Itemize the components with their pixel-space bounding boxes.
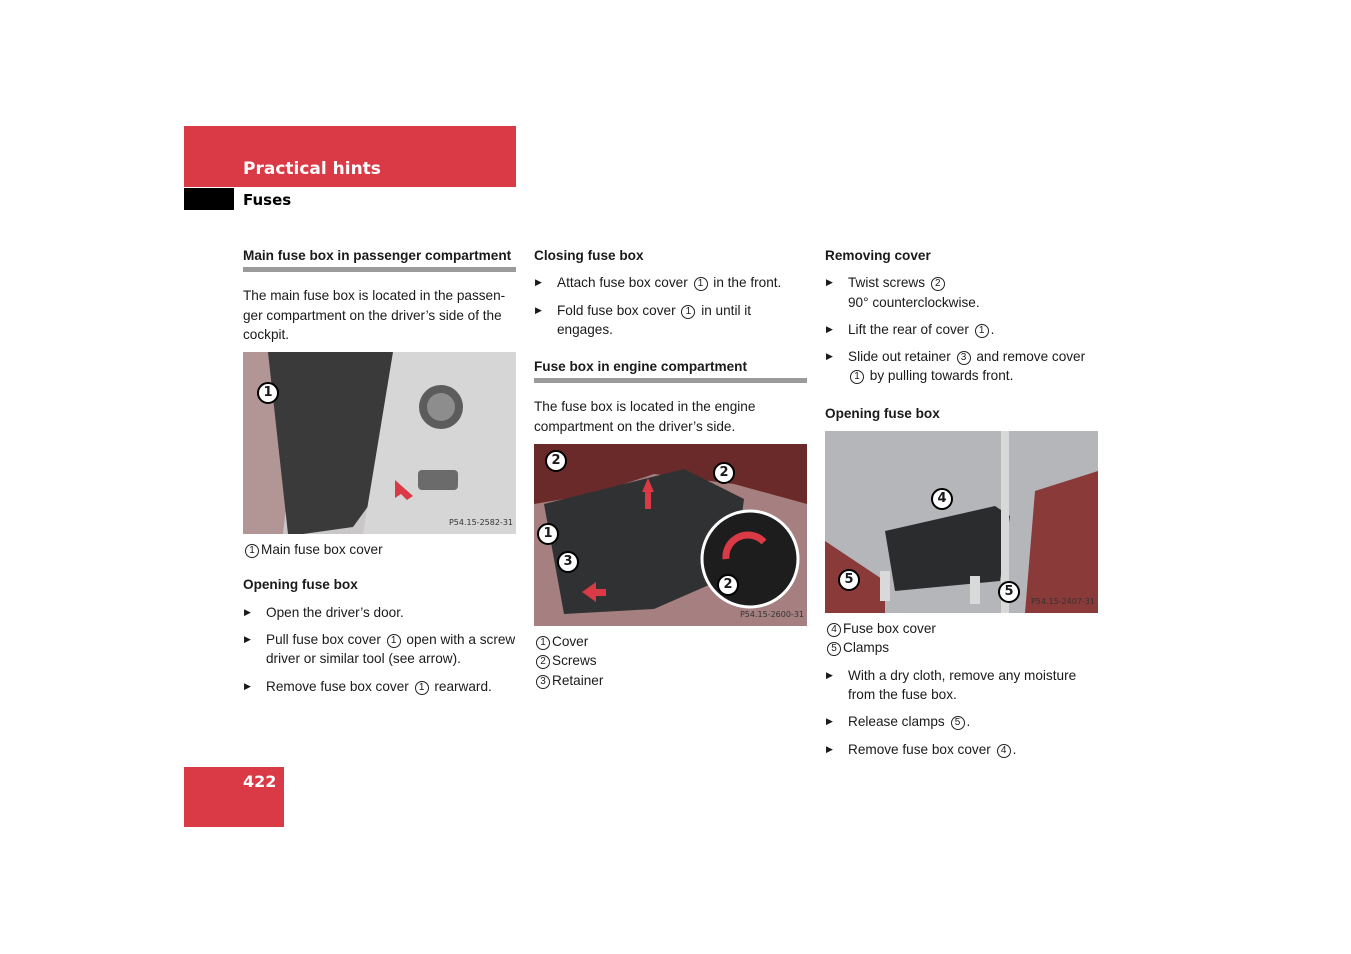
callout-3: 3 [557, 551, 579, 573]
legend-item: 4 Fuse box cover [825, 619, 1098, 638]
intro-text: The fuse box is located in the engine compartment on the driver’s side. [534, 399, 756, 434]
step-item: ▶ Remove fuse box cover 4 . [825, 740, 1098, 759]
callout-4: 4 [931, 488, 953, 510]
callout-2: 2 [713, 462, 735, 484]
callout-2: 2 [545, 450, 567, 472]
photo-opened-fuse-box [825, 431, 1098, 613]
callout-1: 1 [257, 382, 279, 404]
heading-closing-fuse-box: Closing fuse box [534, 248, 644, 263]
callout-2: 2 [717, 574, 739, 596]
callout-5: 5 [838, 569, 860, 591]
intro-text: The main fuse box is located in the passen-ger compartment on the driver’s side of the cockpit. [243, 288, 506, 342]
legend-item: 1 Main fuse box cover [243, 540, 516, 559]
photo-cockpit-fuse-cover [243, 352, 516, 534]
step-item: ▶ Lift the rear of cover 1 . [825, 320, 1098, 339]
heading-opening-fuse-box: Opening fuse box [243, 577, 358, 593]
heading-engine-fuse-box: Fuse box in engine compartment [534, 357, 807, 383]
step-item: ▶ Slide out retainer 3 and remove cover 1 by pulling towards front. [825, 347, 1098, 386]
subsection-title: Fuses [243, 191, 292, 209]
step-item: ▶ Twist screws 2 90° counterclockwise. [825, 273, 1098, 312]
legend-item: 1 Cover [534, 632, 807, 651]
column-1 [243, 246, 516, 704]
heading-main-fuse-box: Main fuse box in passenger compartment [243, 246, 516, 272]
page-number: 422 [243, 772, 277, 791]
image-code: P54.15-2407-31 [1030, 596, 1095, 606]
step-item: ▶ Remove fuse box cover 1 rearward. [243, 677, 516, 696]
section-title: Practical hints [243, 159, 381, 179]
step-item: ▶ Attach fuse box cover 1 in the front. [534, 273, 807, 292]
image-code: P54.15-2582-31 [448, 517, 513, 527]
column-2 [534, 246, 807, 690]
step-item: ▶ Fold fuse box cover 1 in until it engages. [534, 301, 807, 340]
heading-opening-fuse-box: Opening fuse box [825, 405, 940, 421]
legend-item: 2 Screws [534, 651, 807, 670]
heading-removing-cover: Removing cover [825, 248, 931, 263]
image-code: P54.15-2600-31 [739, 609, 804, 619]
callout-1: 1 [537, 523, 559, 545]
legend-item: 5 Clamps [825, 638, 1098, 657]
step-item: ▶ Open the driver’s door. [243, 603, 516, 622]
header-marker [184, 188, 234, 210]
column-3 [825, 246, 1098, 767]
step-item: ▶ With a dry cloth, remove any moisture from the fuse box. [825, 666, 1098, 705]
photo-engine-fuse-box [534, 444, 807, 626]
step-item: ▶ Release clamps 5 . [825, 712, 1098, 731]
step-item: ▶ Pull fuse box cover 1 open with a screw driver or similar tool (see arrow). [243, 630, 516, 669]
callout-5: 5 [998, 581, 1020, 603]
legend-item: 3 Retainer [534, 671, 807, 690]
